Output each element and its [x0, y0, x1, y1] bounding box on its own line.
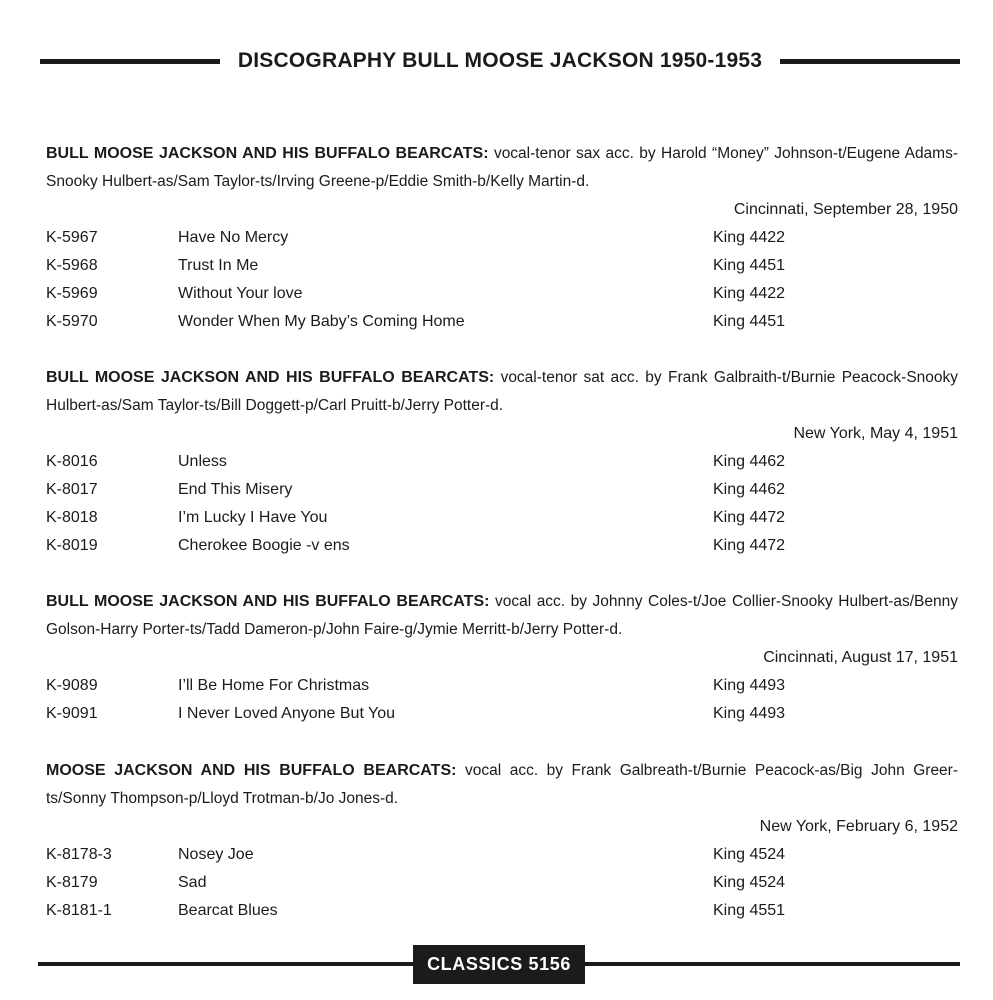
track-row	[46, 841, 958, 869]
track-title: I Never Loved Anyone But You	[178, 705, 396, 722]
track-title: Wonder When My Baby’s Coming Home	[178, 313, 465, 330]
track-title: Trust In Me	[178, 257, 259, 274]
personnel-list: vocal-tenor sat acc. by Frank Galbraith-t/Burnie Peacock-Snooky Hulbert-as/Sam Taylor-ts/Bill Doggett-p/Carl Pruitt-b/Jerry Potter-d.	[46, 369, 959, 414]
band-name: BULL MOOSE JACKSON AND HIS BUFFALO BEARCATS:	[46, 369, 495, 386]
record-label: King 4472	[713, 509, 786, 526]
matrix-number: K-8179	[46, 874, 98, 891]
header-rule-right	[780, 59, 960, 64]
track-title: Without Your love	[178, 285, 303, 302]
page-footer	[38, 942, 960, 986]
track-title: I’m Lucky I Have You	[178, 509, 328, 526]
record-label: King 4493	[713, 705, 786, 722]
record-label: King 4493	[713, 677, 786, 694]
session-place-date: Cincinnati, August 17, 1951	[763, 649, 958, 666]
record-label: King 4524	[713, 874, 786, 891]
record-label: King 4451	[713, 313, 786, 330]
session-personnel	[46, 588, 958, 644]
session-personnel	[46, 140, 958, 196]
track-title: I’ll Be Home For Christmas	[178, 677, 370, 694]
matrix-number: K-5967	[46, 229, 98, 246]
session-personnel	[46, 364, 958, 420]
track-title: End This Misery	[178, 481, 293, 498]
session-place-date: New York, May 4, 1951	[793, 425, 958, 442]
record-label: King 4422	[713, 285, 786, 302]
record-label: King 4472	[713, 537, 786, 554]
track-row	[46, 532, 958, 560]
record-label: King 4524	[713, 846, 786, 863]
page-title: DISCOGRAPHY BULL MOOSE JACKSON 1950-1953	[237, 49, 763, 72]
track-title: Have No Mercy	[178, 229, 289, 246]
track-title: Bearcat Blues	[178, 902, 278, 919]
track-title: Unless	[178, 453, 227, 470]
band-name: MOOSE JACKSON AND HIS BUFFALO BEARCATS:	[46, 762, 457, 779]
record-label: King 4422	[713, 229, 786, 246]
track-row	[46, 252, 958, 280]
track-title: Cherokee Boogie -v ens	[178, 537, 350, 554]
band-name: BULL MOOSE JACKSON AND HIS BUFFALO BEARCATS:	[46, 593, 490, 610]
track-title: Nosey Joe	[178, 846, 254, 863]
personnel-list: vocal acc. by Johnny Coles-t/Joe Collier-Snooky Hulbert-as/Benny Golson-Harry Porter-ts/Tadd Dameron-p/John Faire-g/Jymie Merritt-b/Jerry Potter-d.	[46, 593, 959, 638]
track-row	[46, 448, 958, 476]
record-label: King 4462	[713, 453, 786, 470]
track-row	[46, 308, 958, 336]
track-row	[46, 224, 958, 252]
matrix-number: K-8017	[46, 481, 98, 498]
footer-rule-right	[585, 962, 960, 966]
matrix-number: K-9091	[46, 705, 98, 722]
matrix-number: K-5968	[46, 257, 98, 274]
personnel-list: vocal-tenor sax acc. by Harold “Money” Johnson-t/Eugene Adams-Snooky Hulbert-as/Sam Taylor-ts/Irving Greene-p/Eddie Smith-b/Kelly Martin-d.	[46, 145, 959, 190]
session-3	[46, 588, 958, 728]
page-header	[40, 44, 960, 78]
track-row	[46, 280, 958, 308]
band-name: BULL MOOSE JACKSON AND HIS BUFFALO BEARCATS:	[46, 145, 489, 162]
session-personnel	[46, 757, 958, 813]
footer-rule-left	[38, 962, 413, 966]
track-row	[46, 504, 958, 532]
matrix-number: K-8018	[46, 509, 98, 526]
track-title: Sad	[178, 874, 207, 891]
session-place-date: Cincinnati, September 28, 1950	[733, 201, 958, 218]
personnel-list: vocal acc. by Frank Galbreath-t/Burnie Peacock-as/Big John Greer-ts/Sonny Thompson-p/Lloyd Trotman-b/Jo Jones-d.	[46, 762, 959, 807]
record-label: King 4462	[713, 481, 786, 498]
matrix-number: K-9089	[46, 677, 98, 694]
track-row	[46, 476, 958, 504]
matrix-number: K-8181-1	[46, 902, 112, 919]
matrix-number: K-8016	[46, 453, 98, 470]
catalog-badge: CLASSICS 5156	[413, 945, 585, 984]
session-1	[46, 140, 958, 336]
track-row	[46, 869, 958, 897]
session-2	[46, 364, 958, 560]
track-row	[46, 897, 958, 925]
matrix-number: K-8178-3	[46, 846, 112, 863]
matrix-number: K-8019	[46, 537, 98, 554]
session-4	[46, 757, 958, 925]
matrix-number: K-5970	[46, 313, 98, 330]
track-row	[46, 672, 958, 700]
record-label: King 4551	[713, 902, 786, 919]
track-row	[46, 700, 958, 728]
header-rule-left	[40, 59, 220, 64]
record-label: King 4451	[713, 257, 786, 274]
matrix-number: K-5969	[46, 285, 98, 302]
session-place-date: New York, February 6, 1952	[759, 818, 958, 835]
